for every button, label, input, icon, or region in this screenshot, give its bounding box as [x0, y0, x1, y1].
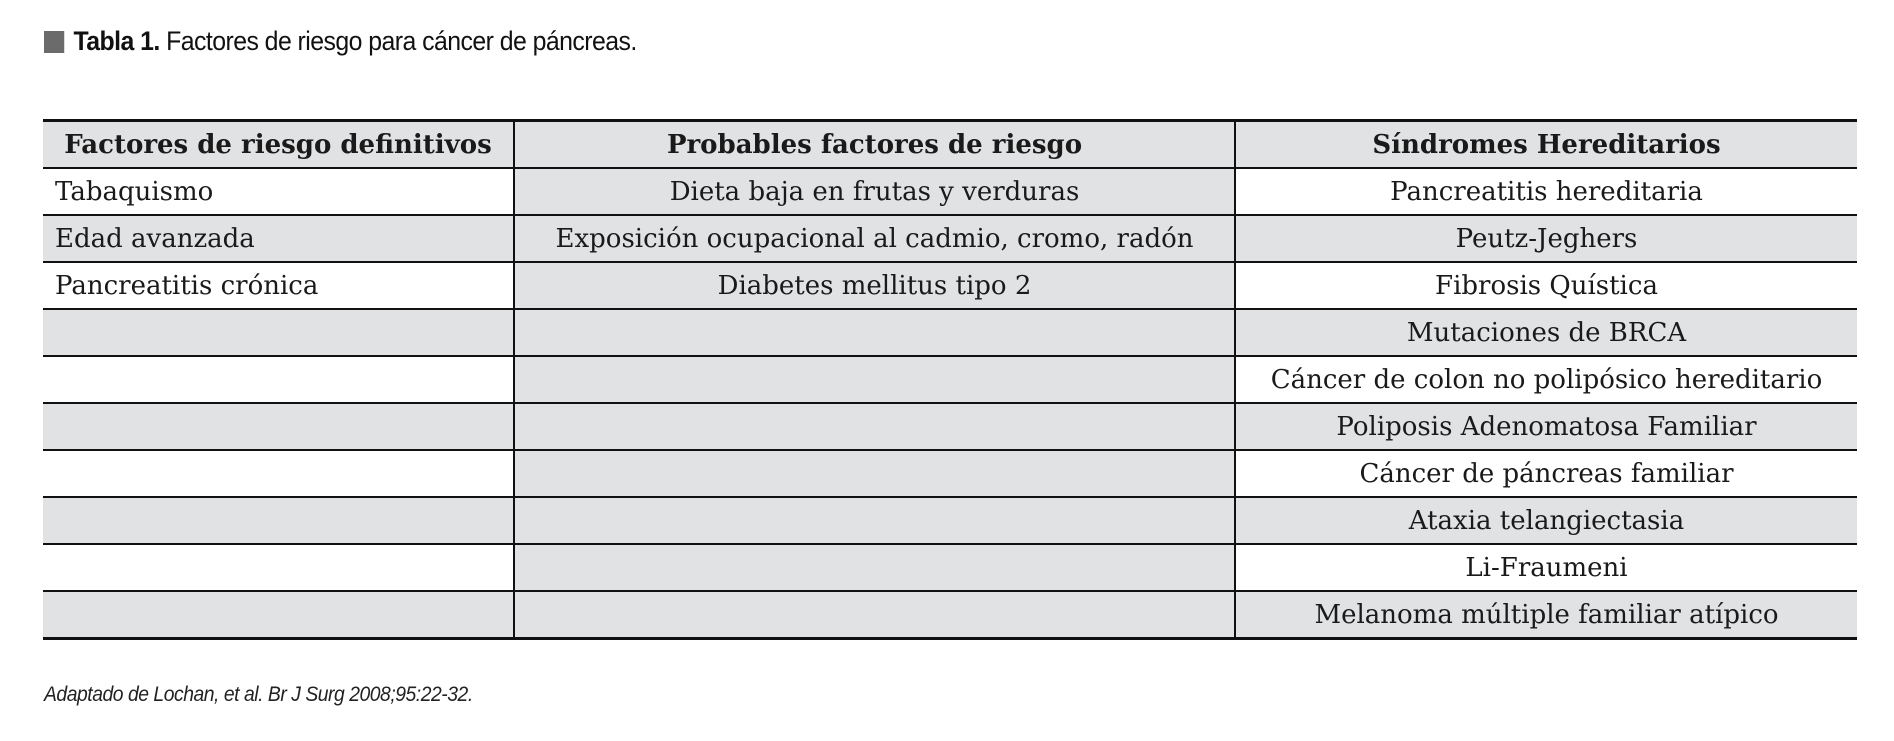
cell-definitive — [43, 544, 514, 591]
table-row — [43, 403, 1857, 450]
cell-probable — [514, 497, 1235, 544]
cell-probable: Exposición ocupacional al cadmio, cromo, radón — [514, 215, 1235, 262]
cell-hereditary: Cáncer de páncreas familiar — [1235, 450, 1857, 497]
cell-definitive — [43, 591, 514, 639]
header-probable-factors: Probables factores de riesgo — [514, 121, 1235, 169]
cell-hereditary: Melanoma múltiple familiar atípico — [1235, 591, 1857, 639]
cell-definitive — [43, 309, 514, 356]
cell-probable — [514, 591, 1235, 639]
cell-probable: Diabetes mellitus tipo 2 — [514, 262, 1235, 309]
table-row — [43, 544, 1857, 591]
cell-probable — [514, 309, 1235, 356]
cell-definitive: Edad avanzada — [43, 215, 514, 262]
cell-probable — [514, 544, 1235, 591]
cell-definitive — [43, 497, 514, 544]
table-row — [43, 215, 1857, 262]
table-row — [43, 450, 1857, 497]
table-row — [43, 356, 1857, 403]
cell-probable — [514, 403, 1235, 450]
cell-hereditary: Poliposis Adenomatosa Familiar — [1235, 403, 1857, 450]
cell-hereditary: Mutaciones de BRCA — [1235, 309, 1857, 356]
table-caption — [44, 26, 637, 57]
cell-definitive — [43, 356, 514, 403]
cell-hereditary: Ataxia telangiectasia — [1235, 497, 1857, 544]
header-definitive-factors: Factores de riesgo definitivos — [43, 121, 514, 169]
table-row — [43, 168, 1857, 215]
cell-definitive — [43, 450, 514, 497]
table-row — [43, 309, 1857, 356]
source-citation: Adaptado de Lochan, et al. Br J Surg 2008;95:22-32. — [44, 683, 473, 706]
cell-hereditary: Pancreatitis hereditaria — [1235, 168, 1857, 215]
cell-definitive: Tabaquismo — [43, 168, 514, 215]
caption-title: Factores de riesgo para cáncer de páncreas. — [166, 26, 637, 56]
cell-probable: Dieta baja en frutas y verduras — [514, 168, 1235, 215]
header-hereditary-syndromes: Síndromes Hereditarios — [1235, 121, 1857, 169]
table-header-row — [43, 121, 1857, 169]
cell-hereditary: Cáncer de colon no polipósico hereditario — [1235, 356, 1857, 403]
table-row — [43, 262, 1857, 309]
cell-definitive — [43, 403, 514, 450]
risk-factors-table — [43, 119, 1857, 640]
cell-hereditary: Li-Fraumeni — [1235, 544, 1857, 591]
cell-probable — [514, 356, 1235, 403]
cell-hereditary: Fibrosis Quística — [1235, 262, 1857, 309]
caption-square-marker — [44, 31, 64, 53]
cell-probable — [514, 450, 1235, 497]
table-row — [43, 497, 1857, 544]
caption-label: Tabla 1. — [73, 26, 160, 56]
cell-definitive: Pancreatitis crónica — [43, 262, 514, 309]
cell-hereditary: Peutz-Jeghers — [1235, 215, 1857, 262]
table-row — [43, 591, 1857, 639]
